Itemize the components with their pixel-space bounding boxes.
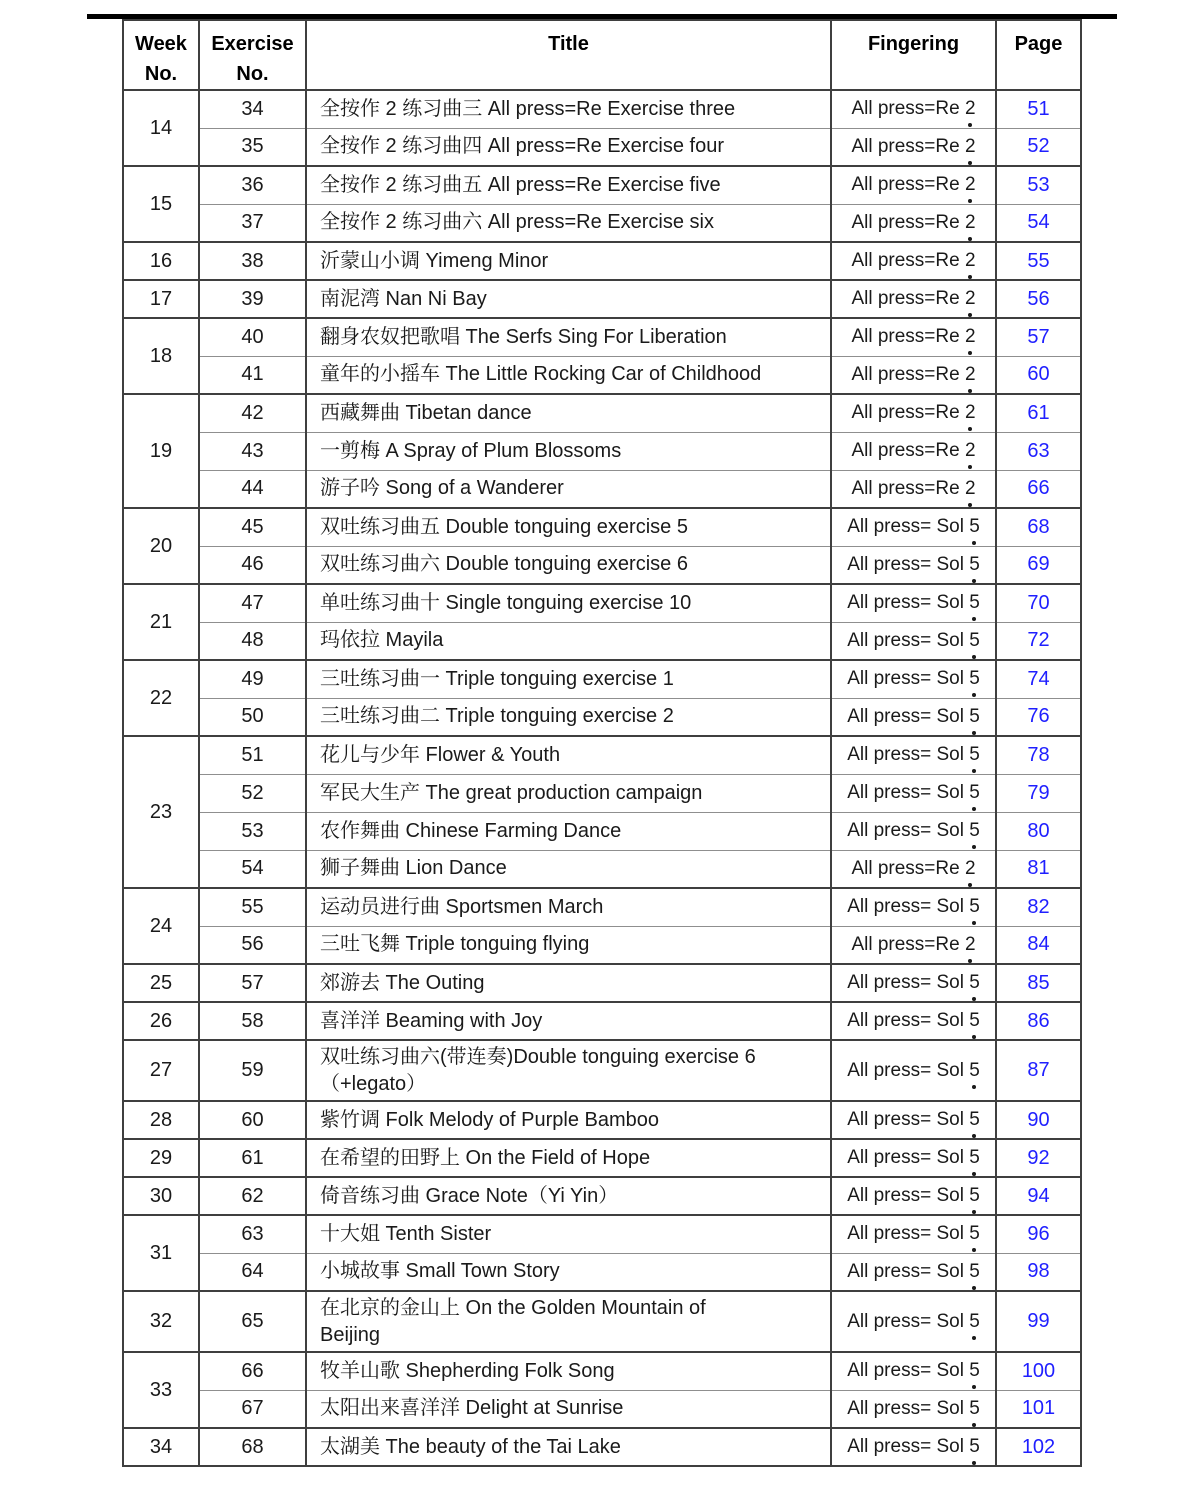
fingering-cell: All press=Re 2 [831,128,996,166]
week-number-cell: 30 [123,1177,199,1215]
title-cell: 西藏舞曲 Tibetan dance [306,394,831,432]
exercise-number-cell: 62 [199,1177,306,1215]
title-cell: 单吐练习曲十 Single tonguing exercise 10 [306,584,831,622]
low-octave-dot-icon [968,237,972,241]
page-number-link[interactable]: 57 [996,318,1081,356]
title-cell: 花儿与少年 Flower & Youth [306,736,831,774]
page-number-link[interactable]: 90 [996,1101,1081,1139]
fingering-cell: All press= Sol 5 [831,888,996,926]
title-cell: 游子吟 Song of a Wanderer [306,470,831,508]
fingering-cell: All press= Sol 5 [831,622,996,660]
table-row [123,888,1081,926]
fingering-note: 2 [965,250,976,272]
page-number-link[interactable]: 101 [996,1390,1081,1428]
exercise-number-cell: 55 [199,888,306,926]
table-row [123,698,1081,736]
week-number-cell: 33 [123,1352,199,1428]
table-row [123,432,1081,470]
table-row [123,660,1081,698]
low-octave-dot-icon [972,845,976,849]
column-header-title [306,20,831,90]
exercise-number-cell: 68 [199,1428,306,1466]
exercise-number-cell: 36 [199,166,306,204]
table-row [123,1139,1081,1177]
exercise-number-cell: 57 [199,964,306,1002]
fingering-note: 5 [969,1261,980,1283]
week-number-cell: 28 [123,1101,199,1139]
page-number-link[interactable]: 52 [996,128,1081,166]
week-number-cell: 26 [123,1002,199,1040]
page-number-link[interactable]: 80 [996,812,1081,850]
header-title-label: Title [548,33,589,55]
title-cell: 双吐练习曲六(带连奏)Double tonguing exercise 6 （+legato） [306,1040,831,1101]
exercise-number-cell: 66 [199,1352,306,1390]
fingering-note: 2 [965,288,976,310]
table-row [123,90,1081,128]
header-week-line1: Week [135,33,187,55]
table-row [123,356,1081,394]
week-number-cell: 27 [123,1040,199,1101]
fingering-cell: All press= Sol 5 [831,1390,996,1428]
week-number-cell: 19 [123,394,199,508]
fingering-note: 5 [969,1185,980,1207]
exercise-number-cell: 53 [199,812,306,850]
table-row [123,1352,1081,1390]
title-cell: 郊游去 The Outing [306,964,831,1002]
week-number-cell: 17 [123,280,199,318]
low-octave-dot-icon [972,579,976,583]
fingering-note: 5 [969,820,980,842]
fingering-cell: All press=Re 2 [831,242,996,280]
low-octave-dot-icon [972,541,976,545]
fingering-cell: All press=Re 2 [831,166,996,204]
page-number-link[interactable]: 68 [996,508,1081,546]
fingering-note: 2 [965,326,976,348]
title-cell: 喜洋洋 Beaming with Joy [306,1002,831,1040]
title-cell: 一剪梅 A Spray of Plum Blossoms [306,432,831,470]
fingering-note: 5 [969,516,980,538]
fingering-cell: All press= Sol 5 [831,1040,996,1101]
low-octave-dot-icon [972,655,976,659]
fingering-cell: All press=Re 2 [831,394,996,432]
page-number-link[interactable]: 102 [996,1428,1081,1466]
table-header-row [123,20,1081,90]
title-cell: 童年的小摇车 The Little Rocking Car of Childhood [306,356,831,394]
week-number-cell: 20 [123,508,199,584]
exercise-number-cell: 47 [199,584,306,622]
title-cell: 军民大生产 The great production campaign [306,774,831,812]
exercise-number-cell: 40 [199,318,306,356]
table-row [123,508,1081,546]
table-row [123,318,1081,356]
week-number-cell: 24 [123,888,199,964]
table-row [123,1002,1081,1040]
title-cell: 倚音练习曲 Grace Note（Yi Yin） [306,1177,831,1215]
page-number-link[interactable]: 63 [996,432,1081,470]
title-cell: 三吐练习曲二 Triple tonguing exercise 2 [306,698,831,736]
page-number-link[interactable]: 55 [996,242,1081,280]
page-number-link[interactable]: 98 [996,1253,1081,1291]
table-row [123,850,1081,888]
low-octave-dot-icon [968,199,972,203]
fingering-cell: All press= Sol 5 [831,546,996,584]
page-number-link[interactable]: 100 [996,1352,1081,1390]
exercise-number-cell: 56 [199,926,306,964]
low-octave-dot-icon [972,1085,976,1089]
fingering-cell: All press=Re 2 [831,90,996,128]
low-octave-dot-icon [968,123,972,127]
table-row [123,1428,1081,1466]
header-week-line2: No. [144,63,178,85]
title-cell: 太阳出来喜洋洋 Delight at Sunrise [306,1390,831,1428]
fingering-note: 2 [965,934,976,956]
fingering-cell: All press=Re 2 [831,356,996,394]
exercise-number-cell: 64 [199,1253,306,1291]
fingering-note: 2 [965,98,976,120]
low-octave-dot-icon [972,1385,976,1389]
exercise-number-cell: 42 [199,394,306,432]
title-cell: 太湖美 The beauty of the Tai Lake [306,1428,831,1466]
fingering-cell: All press=Re 2 [831,318,996,356]
week-number-cell: 23 [123,736,199,888]
week-number-cell: 22 [123,660,199,736]
page-number-link[interactable]: 78 [996,736,1081,774]
page-number-link[interactable]: 82 [996,888,1081,926]
page-number-link[interactable]: 87 [996,1040,1081,1101]
page-number-link[interactable]: 54 [996,204,1081,242]
exercise-number-cell: 52 [199,774,306,812]
fingering-note: 5 [969,1060,980,1082]
page-number-link[interactable]: 72 [996,622,1081,660]
contents-table [122,19,1082,1467]
page-number-link[interactable]: 61 [996,394,1081,432]
fingering-note: 5 [969,1398,980,1420]
exercise-number-cell: 37 [199,204,306,242]
exercise-number-cell: 35 [199,128,306,166]
fingering-cell: All press= Sol 5 [831,698,996,736]
table-body [123,90,1081,1466]
table-row [123,166,1081,204]
title-cell: 三吐飞舞 Triple tonguing flying [306,926,831,964]
page-number-link[interactable]: 56 [996,280,1081,318]
table-row [123,128,1081,166]
exercise-number-cell: 48 [199,622,306,660]
title-cell: 小城故事 Small Town Story [306,1253,831,1291]
fingering-note: 5 [969,554,980,576]
fingering-note: 5 [969,592,980,614]
low-octave-dot-icon [968,275,972,279]
header-fingering-label: Fingering [867,33,960,55]
fingering-cell: All press= Sol 5 [831,736,996,774]
fingering-note: 5 [969,1223,980,1245]
fingering-note: 2 [965,478,976,500]
exercise-number-cell: 65 [199,1291,306,1352]
fingering-cell: All press=Re 2 [831,470,996,508]
low-octave-dot-icon [972,1035,976,1039]
fingering-note: 5 [969,1311,980,1333]
week-number-cell: 15 [123,166,199,242]
title-cell: 狮子舞曲 Lion Dance [306,850,831,888]
low-octave-dot-icon [968,351,972,355]
page-number-link[interactable]: 94 [996,1177,1081,1215]
table-row [123,546,1081,584]
low-octave-dot-icon [968,503,972,507]
table-row [123,1101,1081,1139]
week-number-cell: 34 [123,1428,199,1466]
fingering-cell: All press= Sol 5 [831,508,996,546]
fingering-note: 2 [965,364,976,386]
low-octave-dot-icon [972,1172,976,1176]
title-cell: 沂蒙山小调 Yimeng Minor [306,242,831,280]
fingering-cell: All press= Sol 5 [831,1352,996,1390]
fingering-note: 5 [969,706,980,728]
fingering-cell: All press= Sol 5 [831,812,996,850]
title-cell: 十大姐 Tenth Sister [306,1215,831,1253]
fingering-cell: All press= Sol 5 [831,1291,996,1352]
week-number-cell: 29 [123,1139,199,1177]
table-row [123,1177,1081,1215]
low-octave-dot-icon [972,693,976,697]
page-number-link[interactable]: 84 [996,926,1081,964]
title-cell: 全按作 2 练习曲六 All press=Re Exercise six [306,204,831,242]
page-number-link[interactable]: 79 [996,774,1081,812]
title-cell: 全按作 2 练习曲五 All press=Re Exercise five [306,166,831,204]
week-number-cell: 31 [123,1215,199,1291]
exercise-number-cell: 45 [199,508,306,546]
week-number-cell: 16 [123,242,199,280]
fingering-cell: All press=Re 2 [831,204,996,242]
fingering-cell: All press=Re 2 [831,926,996,964]
exercise-number-cell: 43 [199,432,306,470]
fingering-note: 2 [965,174,976,196]
low-octave-dot-icon [968,389,972,393]
header-page-label: Page [1014,33,1063,55]
low-octave-dot-icon [972,997,976,1001]
page-number-link[interactable]: 85 [996,964,1081,1002]
exercise-number-cell: 38 [199,242,306,280]
table-row [123,736,1081,774]
column-header-exercise [199,20,306,90]
exercise-number-cell: 49 [199,660,306,698]
page-number-link[interactable]: 70 [996,584,1081,622]
title-cell: 双吐练习曲五 Double tonguing exercise 5 [306,508,831,546]
fingering-note: 2 [965,402,976,424]
page-number-link[interactable]: 96 [996,1215,1081,1253]
title-cell: 玛依拉 Mayila [306,622,831,660]
table-row [123,1040,1081,1101]
low-octave-dot-icon [972,731,976,735]
table-row [123,280,1081,318]
page-number-link[interactable]: 53 [996,166,1081,204]
fingering-note: 2 [965,858,976,880]
table-row [123,1291,1081,1352]
low-octave-dot-icon [972,807,976,811]
exercise-number-cell: 39 [199,280,306,318]
table-row [123,964,1081,1002]
title-cell: 三吐练习曲一 Triple tonguing exercise 1 [306,660,831,698]
title-cell: 农作舞曲 Chinese Farming Dance [306,812,831,850]
fingering-cell: All press= Sol 5 [831,1101,996,1139]
column-header-fingering [831,20,996,90]
fingering-cell: All press= Sol 5 [831,1253,996,1291]
page-number-link[interactable]: 60 [996,356,1081,394]
title-cell: 运动员进行曲 Sportsmen March [306,888,831,926]
exercise-number-cell: 46 [199,546,306,584]
low-octave-dot-icon [968,465,972,469]
title-cell: 全按作 2 练习曲四 All press=Re Exercise four [306,128,831,166]
fingering-note: 5 [969,668,980,690]
low-octave-dot-icon [972,1210,976,1214]
exercise-number-cell: 34 [199,90,306,128]
low-octave-dot-icon [972,1336,976,1340]
exercise-number-cell: 61 [199,1139,306,1177]
fingering-note: 5 [969,744,980,766]
title-cell: 全按作 2 练习曲三 All press=Re Exercise three [306,90,831,128]
week-number-cell: 18 [123,318,199,394]
table-row [123,1215,1081,1253]
fingering-cell: All press= Sol 5 [831,1139,996,1177]
fingering-cell: All press= Sol 5 [831,584,996,622]
fingering-note: 5 [969,1436,980,1458]
exercise-number-cell: 50 [199,698,306,736]
fingering-note: 2 [965,212,976,234]
fingering-cell: All press= Sol 5 [831,660,996,698]
exercise-number-cell: 60 [199,1101,306,1139]
table-row [123,926,1081,964]
low-octave-dot-icon [972,1423,976,1427]
table-row [123,1253,1081,1291]
fingering-note: 5 [969,896,980,918]
low-octave-dot-icon [972,1286,976,1290]
fingering-cell: All press= Sol 5 [831,1428,996,1466]
page-number-link[interactable]: 76 [996,698,1081,736]
fingering-cell: All press= Sol 5 [831,964,996,1002]
title-cell: 南泥湾 Nan Ni Bay [306,280,831,318]
fingering-cell: All press= Sol 5 [831,774,996,812]
column-header-page [996,20,1081,90]
exercise-number-cell: 63 [199,1215,306,1253]
table-row [123,394,1081,432]
low-octave-dot-icon [972,769,976,773]
fingering-cell: All press=Re 2 [831,280,996,318]
fingering-cell: All press=Re 2 [831,850,996,888]
week-number-cell: 14 [123,90,199,166]
exercise-number-cell: 44 [199,470,306,508]
exercise-number-cell: 41 [199,356,306,394]
exercise-number-cell: 58 [199,1002,306,1040]
fingering-note: 5 [969,972,980,994]
week-number-cell: 32 [123,1291,199,1352]
title-cell: 牧羊山歌 Shepherding Folk Song [306,1352,831,1390]
low-octave-dot-icon [972,1248,976,1252]
fingering-note: 2 [965,440,976,462]
fingering-cell: All press= Sol 5 [831,1177,996,1215]
fingering-note: 5 [969,630,980,652]
exercise-number-cell: 59 [199,1040,306,1101]
page-number-link[interactable]: 99 [996,1291,1081,1352]
title-cell: 翻身农奴把歌唱 The Serfs Sing For Liberation [306,318,831,356]
exercise-number-cell: 51 [199,736,306,774]
fingering-note: 5 [969,1109,980,1131]
fingering-note: 5 [969,1147,980,1169]
exercise-number-cell: 67 [199,1390,306,1428]
header-exercise-line1: Exercise [211,33,294,55]
column-header-week [123,20,199,90]
table-row [123,470,1081,508]
fingering-note: 2 [965,136,976,158]
fingering-cell: All press=Re 2 [831,432,996,470]
fingering-cell: All press= Sol 5 [831,1002,996,1040]
table-row [123,242,1081,280]
low-octave-dot-icon [968,161,972,165]
low-octave-dot-icon [968,427,972,431]
page-number-link[interactable]: 86 [996,1002,1081,1040]
low-octave-dot-icon [972,921,976,925]
table-row [123,584,1081,622]
title-cell: 在希望的田野上 On the Field of Hope [306,1139,831,1177]
page-number-link[interactable]: 51 [996,90,1081,128]
page-number-link[interactable]: 92 [996,1139,1081,1177]
low-octave-dot-icon [972,1134,976,1138]
table-row [123,1390,1081,1428]
title-cell: 双吐练习曲六 Double tonguing exercise 6 [306,546,831,584]
fingering-note: 5 [969,782,980,804]
page-number-link[interactable]: 81 [996,850,1081,888]
fingering-note: 5 [969,1010,980,1032]
low-octave-dot-icon [968,883,972,887]
title-cell: 在北京的金山上 On the Golden Mountain of Beijing [306,1291,831,1352]
page-number-link[interactable]: 74 [996,660,1081,698]
fingering-note: 5 [969,1360,980,1382]
low-octave-dot-icon [968,959,972,963]
table-row [123,774,1081,812]
week-number-cell: 21 [123,584,199,660]
title-cell: 紫竹调 Folk Melody of Purple Bamboo [306,1101,831,1139]
table-row [123,622,1081,660]
table-row [123,204,1081,242]
header-exercise-line2: No. [236,63,269,85]
week-number-cell: 25 [123,964,199,1002]
fingering-cell: All press= Sol 5 [831,1215,996,1253]
page-number-link[interactable]: 66 [996,470,1081,508]
table-row [123,812,1081,850]
page-number-link[interactable]: 69 [996,546,1081,584]
low-octave-dot-icon [968,313,972,317]
exercise-number-cell: 54 [199,850,306,888]
low-octave-dot-icon [972,617,976,621]
low-octave-dot-icon [972,1461,976,1465]
